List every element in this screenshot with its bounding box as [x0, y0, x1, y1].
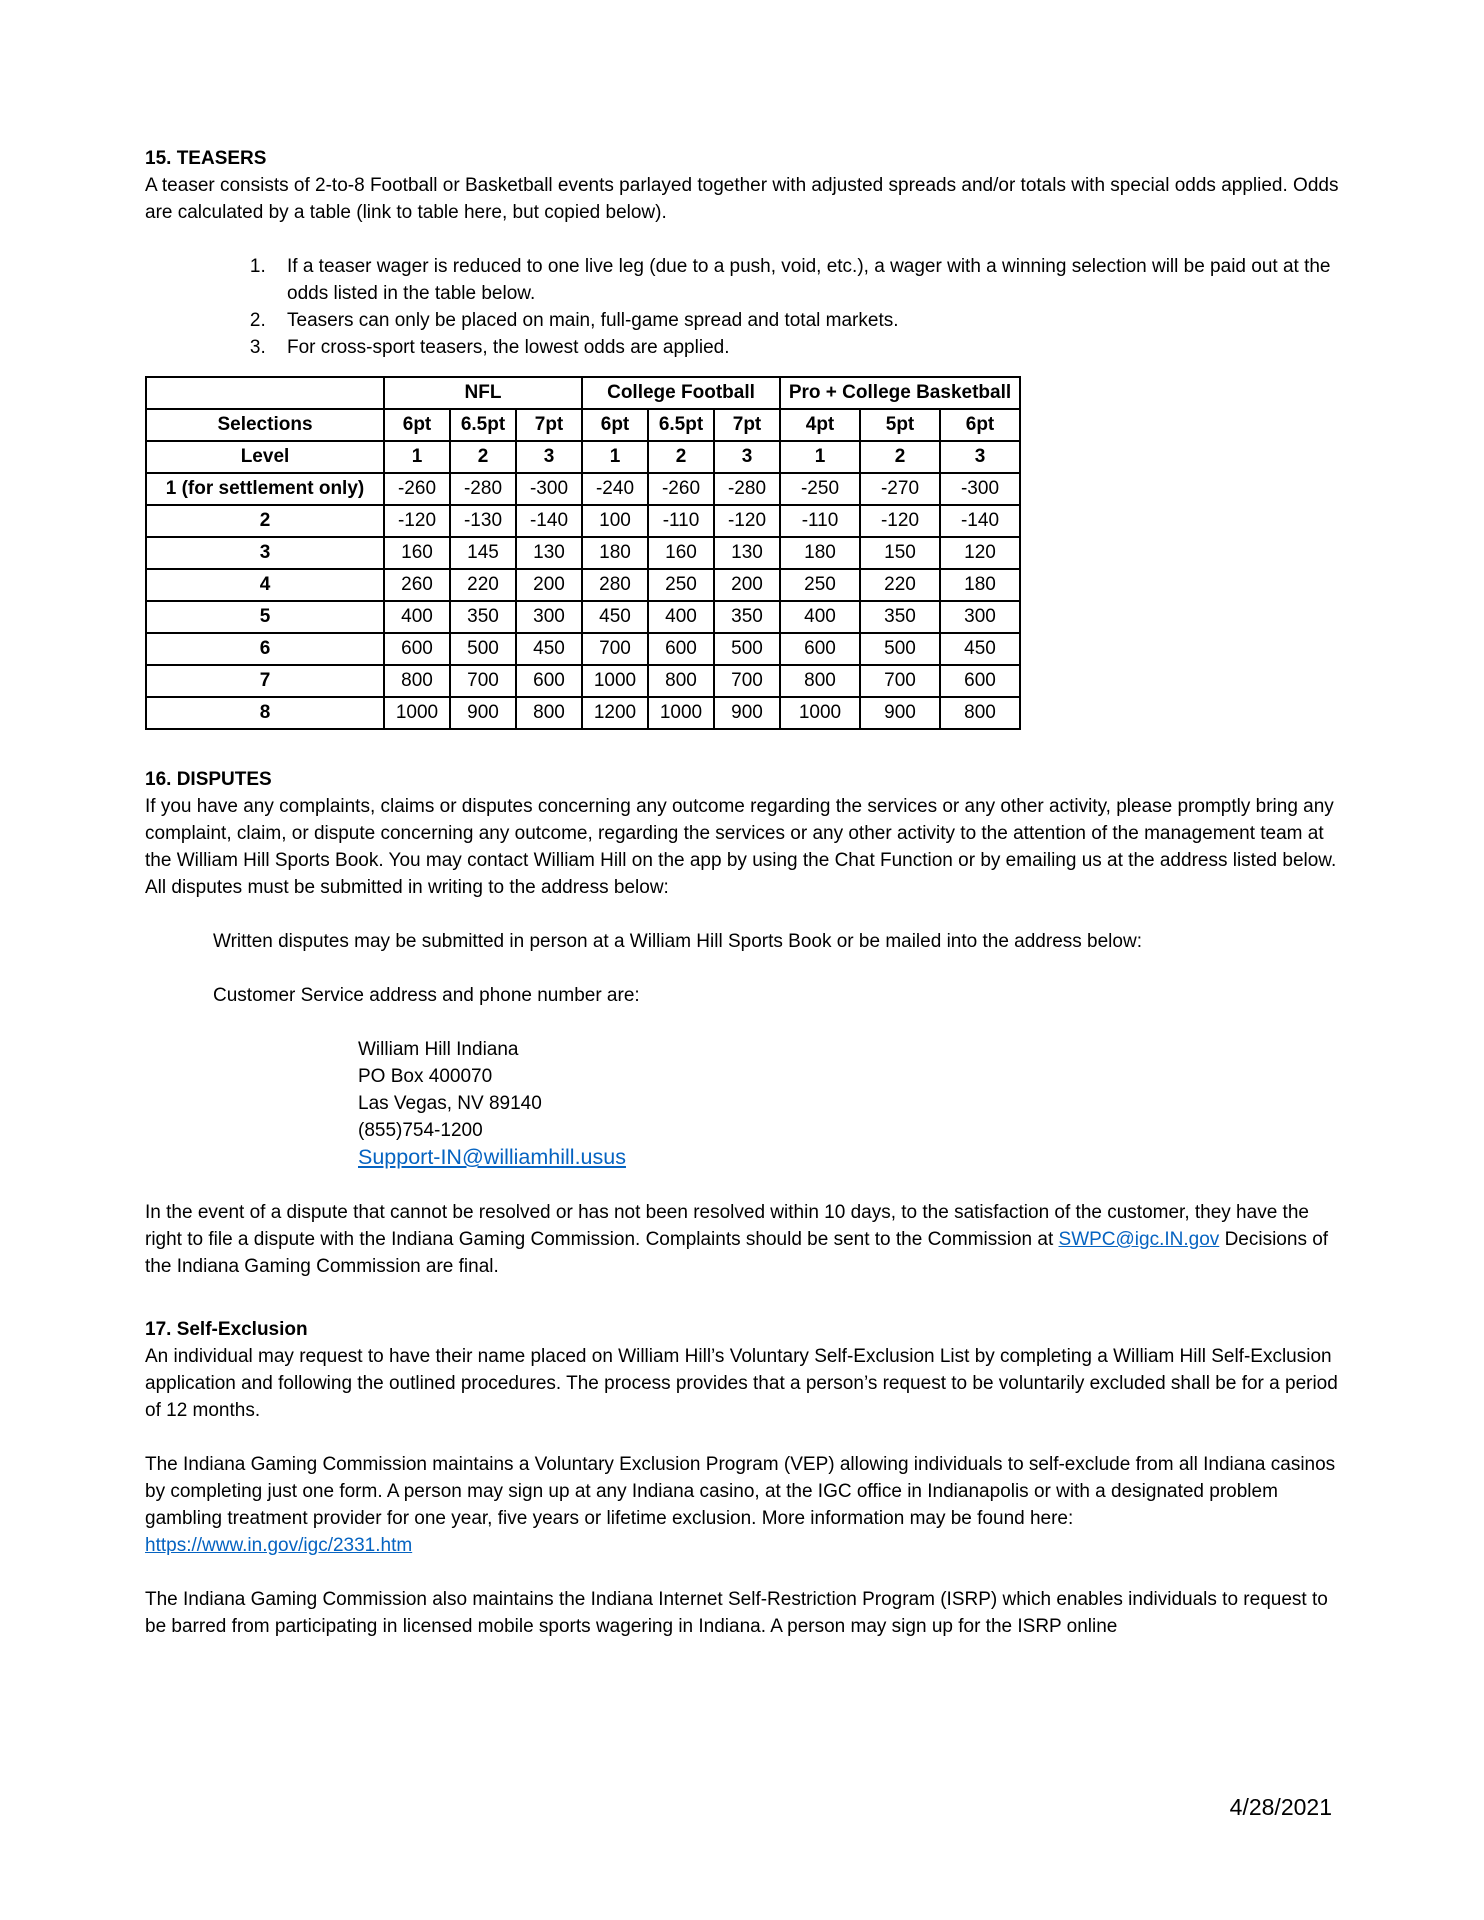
odds-table-row [146, 505, 1020, 537]
odds-value-cell: 1000 [384, 697, 450, 729]
level-number: 2 [648, 441, 714, 473]
teaser-rules-list [145, 253, 1341, 361]
odds-value-cell: 600 [384, 633, 450, 665]
odds-value-cell: -260 [384, 473, 450, 505]
points-header: 7pt [516, 409, 582, 441]
odds-value-cell: 350 [450, 601, 516, 633]
odds-value-cell: 250 [780, 569, 860, 601]
odds-value-cell: -130 [450, 505, 516, 537]
odds-value-cell: 160 [648, 537, 714, 569]
selection-count-label: 7 [146, 665, 384, 697]
odds-value-cell: 120 [940, 537, 1020, 569]
customer-service-address-block [358, 1036, 1341, 1172]
odds-value-cell: -110 [648, 505, 714, 537]
odds-value-cell: -300 [516, 473, 582, 505]
level-number: 1 [384, 441, 450, 473]
odds-table-row [146, 473, 1020, 505]
odds-value-cell: 145 [450, 537, 516, 569]
disputes-intro-paragraph: If you have any complaints, claims or disputes concerning any outcome regarding the services or any other activity, please promptly bring any complaint, claim, or dispute concerning any outcome, regarding the services or any other activity to the attention of the management team at the William Hill Sports Book. You may contact William Hill on the app by using the Chat Function or by emailing us at the address listed below. All disputes must be submitted in writing to the address below: [145, 796, 1337, 898]
odds-value-cell: 800 [384, 665, 450, 697]
odds-value-cell: 1000 [780, 697, 860, 729]
odds-value-cell: 180 [582, 537, 648, 569]
address-line: Las Vegas, NV 89140 [358, 1093, 542, 1114]
odds-value-cell: 600 [940, 665, 1020, 697]
odds-table-row [146, 665, 1020, 697]
selections-header: Selections [146, 409, 384, 441]
section-self-exclusion [145, 1316, 1341, 1640]
odds-value-cell: 400 [780, 601, 860, 633]
selection-count-label: 8 [146, 697, 384, 729]
level-number: 3 [516, 441, 582, 473]
selection-count-label: 2 [146, 505, 384, 537]
level-number: 1 [780, 441, 860, 473]
odds-value-cell: 600 [780, 633, 860, 665]
odds-value-cell: 800 [516, 697, 582, 729]
odds-value-cell: -270 [860, 473, 940, 505]
odds-value-cell: 700 [714, 665, 780, 697]
self-exclusion-paragraph: An individual may request to have their name placed on William Hill’s Voluntary Self-Exclusion List by completing a William Hill Self-Exclusion application and following the outlined procedures. The process provides that a person’s request to be voluntarily excluded shall be for a period of 12 months. [145, 1346, 1338, 1421]
odds-value-cell: 1000 [648, 697, 714, 729]
level-number: 2 [450, 441, 516, 473]
odds-value-cell: 700 [582, 633, 648, 665]
odds-value-cell: 300 [516, 601, 582, 633]
selection-count-label: 5 [146, 601, 384, 633]
odds-value-cell: 700 [450, 665, 516, 697]
level-number: 2 [860, 441, 940, 473]
odds-value-cell: 160 [384, 537, 450, 569]
odds-value-cell: 220 [450, 569, 516, 601]
written-disputes-note: Written disputes may be submitted in person at a William Hill Sports Book or be mailed into the address below: [213, 931, 1142, 952]
odds-table-row [146, 633, 1020, 665]
odds-value-cell: -280 [450, 473, 516, 505]
selection-count-label: 4 [146, 569, 384, 601]
odds-value-cell: 220 [860, 569, 940, 601]
odds-value-cell: 350 [714, 601, 780, 633]
page-date: 4/28/2021 [1229, 1794, 1332, 1820]
odds-value-cell: 600 [516, 665, 582, 697]
points-header: 6.5pt [648, 409, 714, 441]
customer-service-note: Customer Service address and phone number are: [213, 985, 640, 1006]
odds-value-cell: 800 [780, 665, 860, 697]
odds-value-cell: -120 [714, 505, 780, 537]
odds-value-cell: 900 [860, 697, 940, 729]
odds-value-cell: -300 [940, 473, 1020, 505]
odds-value-cell: -140 [940, 505, 1020, 537]
address-line: PO Box 400070 [358, 1066, 493, 1087]
points-header: 7pt [714, 409, 780, 441]
sport-group-header: College Football [582, 377, 780, 409]
odds-value-cell: 180 [780, 537, 860, 569]
odds-value-cell: -120 [860, 505, 940, 537]
odds-value-cell: 600 [648, 633, 714, 665]
points-header: 6pt [940, 409, 1020, 441]
disputes-escalation-paragraph [145, 1199, 1341, 1280]
teaser-odds-table [145, 376, 1021, 730]
odds-value-cell: 100 [582, 505, 648, 537]
odds-value-cell: 300 [940, 601, 1020, 633]
odds-value-cell: -110 [780, 505, 860, 537]
selection-count-label: 1 (for settlement only) [146, 473, 384, 505]
section-disputes [145, 766, 1341, 1280]
level-header: Level [146, 441, 384, 473]
odds-value-cell: 500 [714, 633, 780, 665]
odds-value-cell: 400 [648, 601, 714, 633]
odds-table-row [146, 537, 1020, 569]
escalation-text-after: Decisions of the Indiana Gaming Commission are final. [145, 1229, 1329, 1277]
odds-value-cell: 250 [648, 569, 714, 601]
odds-value-cell: 130 [516, 537, 582, 569]
odds-value-cell: 700 [860, 665, 940, 697]
teasers-heading: 15. TEASERS [145, 148, 267, 169]
escalation-text-before: In the event of a dispute that cannot be resolved or has not been resolved within 10 days, to the satisfaction of the customer, they have the right to file a dispute with the Indiana Gaming Commission. Complaints should be sent to the Commission at [145, 1202, 1309, 1250]
odds-value-cell: 1000 [582, 665, 648, 697]
teaser-rule-item: 1. If a teaser wager is reduced to one live leg (due to a push, void, etc.), a wager with a winning selection will be paid out at the odds listed in the table below. [271, 253, 1341, 307]
support-email-link[interactable]: Support-IN@williamhill.usus [358, 1145, 626, 1169]
odds-value-cell: 130 [714, 537, 780, 569]
odds-value-cell: 1200 [582, 697, 648, 729]
sport-group-header: Pro + College Basketball [780, 377, 1020, 409]
level-number: 1 [582, 441, 648, 473]
selection-count-label: 3 [146, 537, 384, 569]
odds-value-cell: 500 [860, 633, 940, 665]
odds-table-row [146, 601, 1020, 633]
odds-value-cell: 450 [940, 633, 1020, 665]
self-exclusion-heading: 17. Self-Exclusion [145, 1319, 308, 1340]
address-line [358, 1144, 1341, 1172]
selection-count-label: 6 [146, 633, 384, 665]
disputes-heading: 16. DISPUTES [145, 769, 272, 790]
odds-value-cell: 280 [582, 569, 648, 601]
odds-value-cell: 200 [714, 569, 780, 601]
address-line: William Hill Indiana [358, 1039, 519, 1060]
level-number: 3 [714, 441, 780, 473]
odds-table-row [146, 697, 1020, 729]
odds-value-cell: 200 [516, 569, 582, 601]
odds-value-cell: 500 [450, 633, 516, 665]
teasers-intro-paragraph: A teaser consists of 2-to-8 Football or Basketball events parlayed together with adjusted spreads and/or totals with special odds applied. Odds are calculated by a table (link to table here, but copied below). [145, 175, 1339, 223]
document-page [145, 145, 1341, 1667]
odds-value-cell: 400 [384, 601, 450, 633]
teaser-rule-item: 3. For cross-sport teasers, the lowest odds are applied. [271, 334, 1341, 361]
section-teasers [145, 145, 1341, 730]
igc-vep-link[interactable]: https://www.in.gov/igc/2331.htm [145, 1535, 413, 1556]
points-header: 6pt [582, 409, 648, 441]
points-header: 6.5pt [450, 409, 516, 441]
points-header: 5pt [860, 409, 940, 441]
points-header: 6pt [384, 409, 450, 441]
swpc-email-link[interactable]: SWPC@igc.IN.gov [1058, 1229, 1220, 1250]
teaser-rule-item: 2. Teasers can only be placed on main, full-game spread and total markets. [271, 307, 1341, 334]
address-line: (855)754-1200 [358, 1120, 483, 1141]
odds-value-cell: 900 [714, 697, 780, 729]
vep-text-before: The Indiana Gaming Commission maintains a Voluntary Exclusion Program (VEP) allowing individuals to self-exclude from all Indiana casinos by completing just one form. A person may sign up at any Indiana casino, at the IGC office in Indianapolis or with a designated problem gambling treatment provider for one year, five years or lifetime exclusion. More information may be found here: [145, 1454, 1336, 1529]
odds-value-cell: -120 [384, 505, 450, 537]
isrp-paragraph: The Indiana Gaming Commission also maintains the Indiana Internet Self-Restriction Program (ISRP) which enables individuals to request to be barred from participating in licensed mobile sports wagering in Indiana. A person may sign up for the ISRP online [145, 1589, 1328, 1637]
odds-value-cell: -240 [582, 473, 648, 505]
odds-value-cell: 350 [860, 601, 940, 633]
odds-value-cell: 450 [582, 601, 648, 633]
points-header: 4pt [780, 409, 860, 441]
level-number: 3 [940, 441, 1020, 473]
odds-value-cell: 150 [860, 537, 940, 569]
odds-value-cell: 180 [940, 569, 1020, 601]
odds-value-cell: 450 [516, 633, 582, 665]
table-corner-cell [146, 377, 384, 409]
odds-value-cell: -260 [648, 473, 714, 505]
odds-value-cell: -140 [516, 505, 582, 537]
odds-value-cell: 800 [940, 697, 1020, 729]
odds-value-cell: 800 [648, 665, 714, 697]
vep-paragraph [145, 1451, 1341, 1559]
sport-group-header: NFL [384, 377, 582, 409]
odds-value-cell: 900 [450, 697, 516, 729]
odds-value-cell: -250 [780, 473, 860, 505]
odds-value-cell: -280 [714, 473, 780, 505]
odds-value-cell: 260 [384, 569, 450, 601]
odds-table-row [146, 569, 1020, 601]
